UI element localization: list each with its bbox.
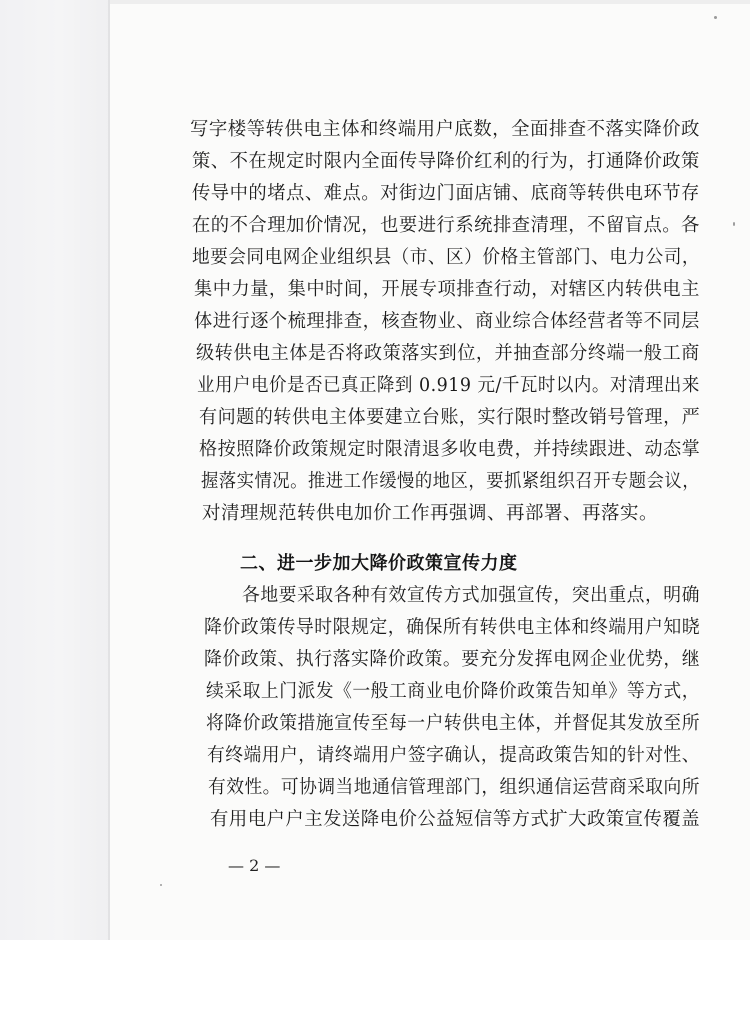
scan-speck [714, 16, 717, 19]
scan-speck [160, 884, 162, 886]
text-line: 握落实情况。推进工作缓慢的地区，要抓紧组织召开专题会议， [201, 471, 701, 492]
text-line: 有用电户户主发送降电价公益短信等方式扩大政策宣传覆盖 [210, 809, 701, 830]
page-number: — 2 — [228, 856, 281, 875]
text-line: 续采取上门派发《一般工商业电价降价政策告知单》等方式， [206, 681, 701, 702]
text-line: 将降价政策措施宣传至每一户转供电主体，并督促其发放至所 [206, 713, 701, 734]
text-line: 有终端用户，请终端用户签字确认，提高政策告知的针对性、 [207, 745, 701, 766]
text-line: 业用户电价是否已真正降到 0.919 元/千瓦时以内。对清理出来 [197, 375, 700, 396]
text-line: 各地要采取各种有效宣传方式加强宣传，突出重点，明确 [242, 585, 700, 606]
section-heading: 二、进一步加大降价政策宣传力度 [240, 553, 518, 574]
text-line: 地要会同电网企业组织县（市、区）价格主管部门、电力公司， [192, 247, 701, 268]
text-line: 在的不合理加价情况，也要进行系统排查清理，不留盲点。各 [192, 215, 700, 236]
body-paragraph-2 [180, 580, 700, 836]
text-line: 体进行逐个梳理排查，核查物业、商业综合体经营者等不同层 [194, 311, 700, 332]
scan-left-margin [0, 0, 110, 940]
text-line: 集中力量，集中时间，开展专项排查行动，对辖区内转供电主 [194, 279, 700, 300]
text-line: 写字楼等转供电主体和终端用户底数，全面排查不落实降价政 [190, 119, 700, 140]
text-line: 有效性。可协调当地通信管理部门，组织通信运营商采取向所 [208, 777, 700, 798]
text-line: 级转供电主体是否将政策落实到位，并抽查部分终端一般工商 [196, 343, 700, 364]
body-paragraph-1 [180, 114, 700, 530]
text-line: 格按照降价政策规定时限清退多收电费，并持续跟进、动态掌 [199, 439, 701, 460]
text-line: 策、不在规定时限内全面传导降价红利的行为，打通降价政策 [192, 151, 700, 172]
text-line: 有问题的转供电主体要建立台账，实行限时整改销号管理，严 [199, 407, 701, 428]
text-line: 对清理规范转供电加价工作再强调、再部署、再落实。 [202, 503, 659, 524]
scan-speck [733, 222, 735, 226]
text-line: 降价政策传导时限规定，确保所有转供电主体和终端用户知晓 [204, 617, 701, 638]
text-line: 传导中的堵点、难点。对街边门面店铺、底商等转供电环节存 [192, 183, 700, 204]
text-line: 降价政策、执行落实降价政策。要充分发挥电网企业优势，继 [204, 649, 701, 670]
blank-bottom-area [0, 940, 750, 1026]
